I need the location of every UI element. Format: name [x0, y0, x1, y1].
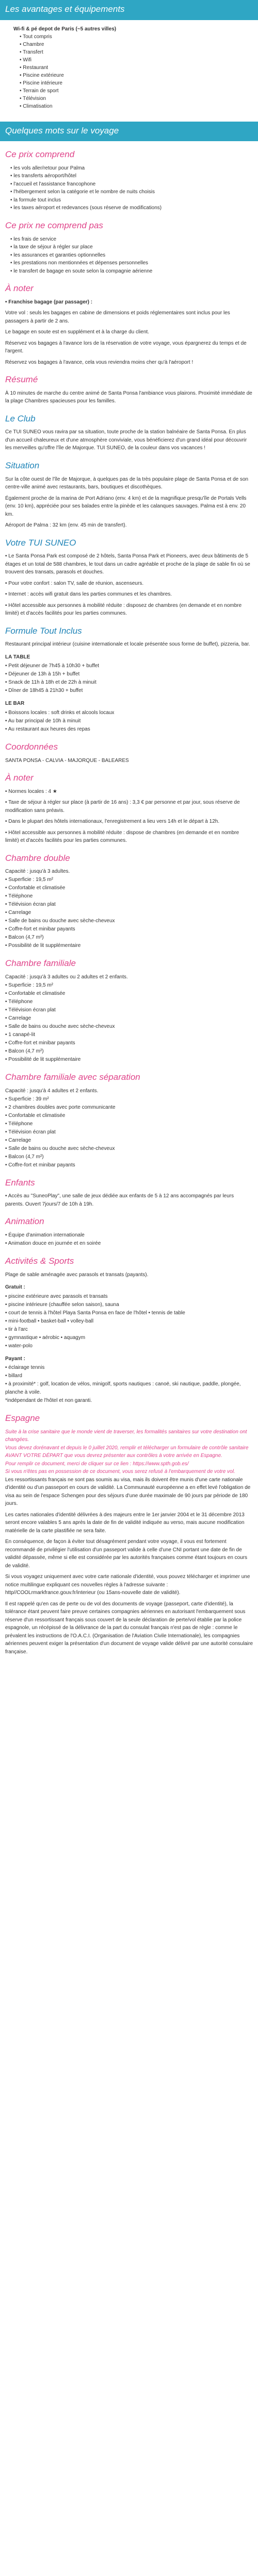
paid-activity: • éclairage tennis [5, 1365, 45, 1371]
resume-text: À 10 minutes de marche du centre animé de Santa Ponsa l'ambiance vous plairons. Proximité immédiate de la plage Chambres spacieuses pour les familles. [5, 390, 252, 404]
room-feature: • Balcon (4,7 m²) [5, 1048, 44, 1054]
room-feature: • Salle de bains ou douche avec sèche-cheveux [5, 918, 115, 924]
table-label: LA TABLE [5, 654, 30, 660]
room-feature: • Salle de bains ou douche avec sèche-cheveux [5, 1023, 115, 1029]
included-item: • l'accueil et l'assistance francophone [10, 180, 248, 189]
room-feature: • Superficie : 19,5 m² [5, 877, 53, 883]
free-activity: • water-polo [5, 1343, 33, 1349]
gratuit-label: Gratuit : [5, 1284, 25, 1291]
espagne-section [0, 1412, 258, 1656]
prix-non-compris-section [0, 219, 258, 275]
enfants-text: • Accès au "SuneoPlay", une salle de jeux dédiée aux enfants de 5 à 12 ans accompagnés par leurs parents. Ouvert 7jours/7 de 10h à 19h. [5, 1193, 234, 1207]
room-feature: • Téléphone [5, 998, 33, 1005]
votre-tui-text-4: • Hôtel accessible aux personnes à mobilité réduite : disposez de chambres (en demande et en nombre limité) et d'accès facilités pour les parties communes. [5, 602, 242, 617]
note-line: • Hôtel accessible aux personnes à mobilité réduite : dispose de chambres (en demande et en nombre limité) et d'accès facilités pour les parties communes. [5, 829, 239, 844]
free-activity: • court de tennis à l'hôtel Playa Santa Ponsa en face de l'hôtel • tennis de table [5, 1310, 185, 1316]
info-paragraph: En conséquence, de façon à éviter tout désagrément pendant votre voyage, il vous est fortement recommandé de privilégier l'utilisation d'un passeport valide à celle d'une CNI portant une date de fin de validité dépassée, même si elle est considérée par les autorités françaises comme étant toujours en cours de validité. [5, 1539, 248, 1569]
enfants-section [0, 1177, 258, 1209]
warning-line: Si vous n'êtes pas en possession de ce document, vous serez refusé à l'embarquement de votre vol. [5, 1469, 235, 1475]
activites-title: Activités & Sports [5, 1256, 74, 1266]
included-item: • l'hébergement selon la catégorie et le nombre de nuits choisis [10, 188, 248, 196]
table-row: • Snack de 11h à 18h et de 22h à minuit [5, 680, 96, 686]
payant-body [5, 1364, 253, 1405]
chambre-familiale-sep-title: Chambre familiale avec séparation [5, 1072, 140, 1082]
prix-compris-title: Ce prix comprend [5, 149, 75, 160]
included-item: • la formule tout inclus [10, 196, 248, 205]
amenity-item: • Tout compris [20, 33, 52, 40]
room-feature: • Coffre-fort et minibar payants [5, 1162, 75, 1168]
activites-intro: Plage de sable aménagée avec parasols et transats (payants). [5, 1272, 149, 1278]
a-noter-2-section [0, 772, 258, 845]
note-line: Réservez vos bagages à l'avance, cela vous reviendra moins cher qu'à l'aéroport ! [5, 359, 194, 365]
espagne-title: Espagne [5, 1413, 40, 1423]
room-feature: • Télévision écran plat [5, 1007, 56, 1013]
room-feature: • Télévision écran plat [5, 902, 56, 908]
room-feature: • Superficie : 39 m² [5, 1096, 49, 1102]
chambre-double-title: Chambre double [5, 853, 70, 863]
chambre-familiale-section [0, 957, 258, 1064]
paid-activity: • billard [5, 1373, 22, 1379]
note-line: • Franchise bagage (par passager) : [5, 299, 93, 305]
situation-body [5, 476, 253, 530]
excluded-item: • la taxe de séjour à régler sur place [10, 243, 248, 251]
warning-line: Suite à la crise sanitaire que le monde vient de traverser, les formalités sanitaires sur votre destination ont changées. [5, 1429, 247, 1443]
votre-tui-text-1: • Le Santa Ponsa Park est composé de 2 hôtels, Santa Ponsa Park et Pioneers, avec deux bâtiments de 5 étages et un total de 588 chambres, le tout dans un cadre agréable et proche de la plage de sable fin où se trouvent des transats, parasols et douches. [5, 553, 250, 575]
free-activity: • piscine extérieure avec parasols et transats [5, 1293, 108, 1299]
note-line: Le bagage en soute est en supplément et à la charge du client. [5, 329, 150, 335]
amenity-item: • Wifi [20, 57, 31, 63]
resume-title: Résumé [5, 375, 38, 385]
room-feature: Capacité : jusqu'à 3 adultes. [5, 869, 70, 875]
a-noter-body [5, 298, 253, 367]
trip-header: Quelques mots sur le voyage [0, 122, 258, 142]
situation-line: Aéroport de Palma : 32 km (env. 45 min de transfert). [5, 522, 127, 529]
espagne-paragraphs [5, 1476, 253, 1656]
amenity-item: • Transfert [20, 49, 43, 55]
formule-title: Formule Tout Inclus [5, 625, 82, 636]
votre-tui-text-3: • Internet : accès wifi gratuit dans les parties communes et les chambres. [5, 591, 172, 598]
excluded-item: • le transfert de bagage en soute selon la compagnie aérienne [10, 267, 248, 276]
included-item: • les transferts aéroport/hôtel [10, 172, 248, 180]
amenity-item: • Restaurant [20, 64, 49, 71]
votre-tui-title: Votre TUI SUNEO [5, 537, 76, 548]
votre-tui-text-2: • Pour votre confort : salon TV, salle de réunion, ascenseurs. [5, 580, 144, 586]
formule-section [0, 625, 258, 734]
free-activity: • mini-football • basket-ball • volley-ball [5, 1318, 94, 1324]
note-line: Réservez vos bagages à l'avance lors de la réservation de votre voyage, vous épargnerez du temps et de l'argent. [5, 340, 247, 354]
chambre-familiale-body [5, 973, 253, 1064]
a-noter-section [0, 282, 258, 366]
coordonnees-title: Coordonnées [5, 741, 58, 752]
chambre-familiale-sep-section [0, 1071, 258, 1170]
included-item: • les taxes aéroport et redevances (sous réserve de modifications) [10, 204, 248, 212]
note-line: • Taxe de séjour à régler sur place (à partir de 16 ans) : 3,3 € par personne et par jour, sous réserve de modification sans préavis. [5, 800, 240, 814]
room-feature: • Coffre-fort et minibar payants [5, 926, 75, 933]
formule-text: Restaurant principal intérieur (cuisine internationale et locale présentée sous forme de buffet), pizzeria, bar. [5, 641, 250, 648]
espagne-warning [5, 1428, 253, 1476]
situation-title: Situation [5, 460, 40, 470]
animation-section [0, 1215, 258, 1248]
le-club-text: Ce TUI SUNEO vous ravira par sa situation, toute proche de la station balnéaire de Santa Ponsa. En plus d'un accueil chaleureux et d'une atmosphère conviviale, vous bénéficierez d'un grand idéal pour découvrir les merveilles qu'offre l'île de Majorque. TUI SUNEO, de la couleur dans vos vacances ! [5, 429, 247, 451]
a-noter-2-body [5, 788, 253, 845]
coordonnees-section [0, 741, 258, 765]
excluded-item: • les assurances et garanties optionnelles [10, 251, 248, 260]
note-line: • Normes locales : 4 ★ [5, 788, 57, 794]
amenities-header: Les avantages et équipements [0, 0, 258, 20]
excluded-item: • les frais de service [10, 235, 248, 244]
room-feature: • Carrelage [5, 910, 31, 916]
bar-row: • Au restaurant aux heures des repas [5, 726, 90, 732]
room-feature: • Possibilité de lit supplémentaire [5, 1056, 81, 1062]
a-noter-2-title: À noter [5, 773, 34, 783]
note-line: • Dans le plupart des hôtels internationaux, l'enregistrement a lieu vers 14h et le départ à 12h. [5, 819, 220, 825]
room-feature: • Carrelage [5, 1137, 31, 1143]
room-feature: • Balcon (4,7 m²) [5, 935, 44, 941]
bar-rows [5, 709, 253, 734]
votre-tui-section [0, 537, 258, 618]
table-rows [5, 662, 253, 695]
room-feature: Capacité : jusqu'à 3 adultes ou 2 adultes et 2 enfants. [5, 974, 128, 980]
situation-section [0, 460, 258, 530]
free-activity: • gymnastique • aérobic • aquagym [5, 1334, 86, 1341]
amenities-list [0, 25, 258, 110]
enfants-title: Enfants [5, 1177, 35, 1188]
prix-compris-list [5, 164, 253, 212]
prix-compris-section [0, 148, 258, 212]
note-line: Votre vol : seuls les bagages en cabine de dimensions et poids réglementaires sont inclus pour les passagers à partir de 2 ans. [5, 310, 230, 324]
table-row: • Petit déjeuner de 7h45 à 10h30 + buffet [5, 663, 100, 669]
amenity-item: Wi-fi & pé depot de Paris (~5 autres villes) [13, 26, 117, 32]
warning-line: Vous devez dorénavant et depuis le 0 juillet 2020, remplir et télécharger un formulaire de contrôle sanitaire AVANT VOTRE DÉPART que vous devrez présenter aux contrôles à votre arrivée en Espagne. [5, 1445, 249, 1459]
paid-activity: • à proximité* : golf, location de vélos, minigolf, sports nautiques : canoë, ski nautique, paddle, plongée, planche à voile. [5, 1381, 241, 1396]
info-paragraph: Il est rappelé qu'en cas de perte ou de vol des documents de voyage (passeport, carte d'identité), la tolérance étant peuvent faire preuve certaines compagnies aériennes en autorisant l'embarquement sous réserve d'un ressortissant français sous couvert de la seule déclaration de perte/vol établie par la police espagnole, un récépissé de la délivrance de la part du consulat français n'est pas de règle : comme le prévalent les instructions de l'O.A.C.I. (Organisation de l'Aviation Civile Internationale), les compagnies aériennes peuvent exiger la présentation d'un document de voyage valide délivré par une autorité consulaire française. [5, 1601, 253, 1655]
chambre-familiale-sep-body [5, 1087, 253, 1170]
amenity-item: • Terrain de sport [20, 88, 59, 94]
info-paragraph: Si vous voyagez uniquement avec votre carte nationale d'identité, vous pouvez télécharger et imprimer une notice multilingue expliquant ces nouvelles règles à l'adresse suivante : http//COOLrmarkfrance.gouv.fr/interieur (ou 15ans-nouvelle date de validité). [5, 1574, 250, 1596]
coordonnees-address: SANTA PONSA - CALVIA - MAJORQUE - BALEARES [5, 757, 129, 764]
room-feature: • Confortable et climatisée [5, 990, 66, 996]
room-feature: • Balcon (4,7 m²) [5, 1154, 44, 1160]
room-feature: • Coffre-fort et minibar payants [5, 1040, 75, 1046]
prix-non-compris-list [5, 235, 253, 276]
activites-section [0, 1255, 258, 1405]
paid-activity: *indépendant de l'hôtel et non garanti. [5, 1398, 92, 1404]
table-row: • Dîner de 18h45 à 21h30 + buffet [5, 688, 83, 694]
room-feature: • 1 canapé-lit [5, 1031, 35, 1038]
animation-line: • Équipe d'animation internationale [5, 1232, 85, 1238]
room-feature: • 2 chambres doubles avec porte communicante [5, 1104, 116, 1110]
info-paragraph: Les ressortissants français ne sont pas soumis au visa, mais ils doivent être munis d'une carte nationale d'identité ou d'un passeport en cours de validité. La Communauté européenne a en effet levé l'obligation de visa au sein de l'espace Schengen pour des séjours d'une durée maximale de 90 jours par période de 180 jours. [5, 1477, 251, 1507]
room-feature: • Télévision écran plat [5, 1129, 56, 1135]
room-feature: • Carrelage [5, 1015, 31, 1021]
chambre-double-body [5, 868, 253, 950]
le-club-section [0, 413, 258, 452]
animation-title: Animation [5, 1216, 44, 1227]
bar-row: • Au bar principal de 10h à minuit [5, 718, 81, 724]
resume-section [0, 374, 258, 405]
room-feature: • Salle de bains ou douche avec sèche-cheveux [5, 1145, 115, 1151]
chambre-familiale-title: Chambre familiale [5, 958, 76, 969]
room-feature: • Confortable et climatisée [5, 1112, 66, 1118]
bar-label: LE BAR [5, 701, 25, 707]
amenity-item: • Chambre [20, 41, 44, 47]
chambre-double-section [0, 852, 258, 951]
room-feature: • Téléphone [5, 1121, 33, 1127]
prix-non-compris-title: Ce prix ne comprend pas [5, 220, 103, 230]
a-noter-title: À noter [5, 283, 34, 294]
room-feature: Capacité : jusqu'à 4 adultes et 2 enfants. [5, 1088, 99, 1094]
room-feature: • Superficie : 19,5 m² [5, 982, 53, 988]
room-feature: • Confortable et climatisée [5, 885, 66, 891]
situation-line: Sur la côte ouest de l'île de Majorque, à quelques pas de la très populaire plage de Santa Ponsa et de son centre-ville animé avec restaurants, bars, boutiques et discothèques. [5, 476, 249, 490]
amenity-item: • Télévision [20, 95, 46, 101]
info-paragraph: Les cartes nationales d'identité délivrées à des majeurs entre le 1er janvier 2004 et le 31 décembre 2013 seront encore valables 5 ans après la date de fin de validité indiquée au verso, mais aucune modification matérielle de la carte plastifiée ne sera faite. [5, 1512, 245, 1534]
room-feature: • Téléphone [5, 893, 33, 900]
bar-row: • Boissons locales : soft drinks et alcools locaux [5, 709, 115, 716]
situation-line: Également proche de la marina de Port Adriano (env. 4 km) et de la magnifique presqu'île de Portals Vells (env. 10 km), appréciée pour ses balades entre la pinède et les calanques sauvages. Palma est à env. 20 km. [5, 495, 247, 517]
gratuit-body [5, 1293, 253, 1350]
payant-label: Payant : [5, 1355, 25, 1362]
animation-line: • Animation douce en journée et en soirée [5, 1240, 101, 1246]
amenity-item: • Piscine extérieure [20, 72, 64, 78]
free-activity: • tir à l'arc [5, 1326, 28, 1332]
warning-line: Pour remplir ce document, merci de cliquer sur ce lien : https://www.spth.gob.es/ [5, 1461, 189, 1467]
room-feature: • Possibilité de lit supplémentaire [5, 943, 81, 949]
le-club-title: Le Club [5, 413, 36, 423]
table-row: • Déjeuner de 13h à 15h + buffet [5, 671, 80, 677]
amenity-item: • Piscine intérieure [20, 80, 62, 86]
amenity-item: • Climatisation [20, 103, 53, 109]
included-item: • les vols aller/retour pour Palma [10, 164, 248, 173]
animation-body [5, 1231, 253, 1248]
free-activity: • piscine intérieure (chauffée selon saison), sauna [5, 1301, 119, 1308]
excluded-item: • les prestations non mentionnées et dépenses personnelles [10, 259, 248, 267]
